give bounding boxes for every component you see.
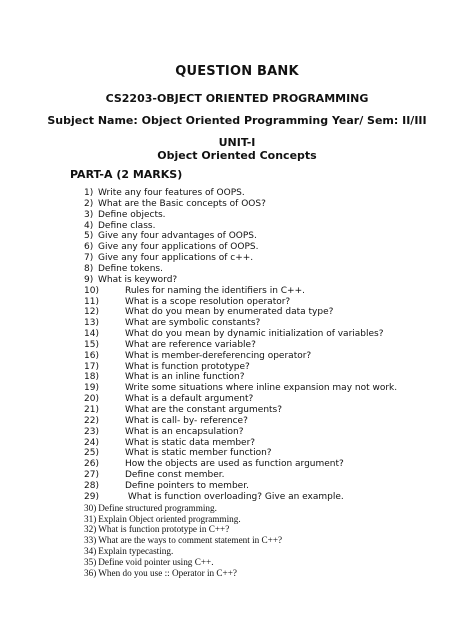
question-number: 26): [84, 459, 99, 469]
question-item: [84, 470, 225, 481]
question-text: Write any four features of OOPS.: [98, 188, 245, 198]
question-item: [84, 286, 305, 297]
question-text: How the objects are used as function argument?: [125, 459, 344, 469]
question-item: [84, 231, 257, 242]
question-number: 30): [84, 503, 97, 513]
question-text: Define tokens.: [98, 264, 163, 274]
question-number: 36): [84, 568, 97, 578]
question-number: 29): [84, 492, 99, 502]
question-text: Define class.: [98, 221, 156, 231]
question-item: [84, 372, 245, 383]
question-number: 23): [84, 427, 99, 437]
question-text: Define objects.: [98, 210, 166, 220]
question-text: Rules for naming the identifiers in C++.: [125, 286, 306, 296]
question-number: 31): [84, 514, 97, 524]
question-text: What is function prototype?: [125, 362, 250, 372]
question-item: [84, 557, 214, 568]
question-text: Write some situations where inline expansion may not work.: [125, 383, 398, 393]
question-number: 7): [84, 253, 94, 263]
question-text: What are the constant arguments?: [125, 405, 283, 415]
question-text: What do you mean by enumerated data type?: [125, 307, 334, 317]
question-text: What is member-dereferencing operator?: [125, 351, 312, 361]
question-item: [84, 351, 311, 362]
question-text: What are symbolic constants?: [125, 318, 261, 328]
question-number: 33): [84, 535, 97, 545]
question-number: 16): [84, 351, 99, 361]
question-text: What is call- by- reference?: [125, 416, 248, 426]
question-item: [84, 448, 272, 459]
question-text: What are the Basic concepts of OOS?: [98, 199, 266, 209]
question-number: 18): [84, 372, 99, 382]
question-number: 13): [84, 318, 99, 328]
question-item: [84, 340, 256, 351]
question-text: What is static data member?: [125, 438, 256, 448]
question-number: 21): [84, 405, 99, 415]
question-number: 19): [84, 383, 99, 393]
question-text: Define pointers to member.: [125, 481, 249, 491]
question-item: [84, 394, 253, 405]
question-number: 32): [84, 524, 97, 534]
question-number: 12): [84, 307, 99, 317]
question-text: Define const member.: [125, 470, 225, 480]
question-text: What is function prototype in C++?: [98, 524, 230, 534]
question-number: 25): [84, 448, 99, 458]
question-item: [84, 481, 249, 492]
question-text: What is keyword?: [98, 275, 178, 285]
question-item: [84, 253, 253, 264]
question-item: [84, 188, 245, 199]
question-number: 2): [84, 199, 94, 209]
question-item: [84, 383, 397, 394]
question-item: [84, 264, 163, 275]
question-item: [84, 459, 344, 470]
question-item: [84, 329, 384, 340]
question-item: [84, 242, 258, 253]
question-number: 17): [84, 362, 99, 372]
question-text: Explain Object oriented programming.: [98, 514, 241, 524]
question-item: [84, 307, 333, 318]
question-text: When do you use :: Operator in C++?: [98, 568, 237, 578]
question-number: 20): [84, 394, 99, 404]
question-text: Give any four applications of c++.: [98, 253, 254, 263]
part-heading: PART-A (2 MARKS): [70, 168, 183, 181]
question-number: 22): [84, 416, 99, 426]
question-number: 1): [84, 188, 94, 198]
question-number: 5): [84, 231, 94, 241]
question-number: 15): [84, 340, 99, 350]
question-number: 8): [84, 264, 94, 274]
question-item: [84, 318, 260, 329]
question-item: [84, 492, 344, 503]
question-number: 10): [84, 286, 99, 296]
question-text: What are reference variable?: [125, 340, 256, 350]
question-item: [84, 275, 177, 286]
question-number: 34): [84, 546, 97, 556]
question-text: Give any four advantages of OOPS.: [98, 231, 257, 241]
question-item: [84, 546, 173, 557]
question-item: [84, 524, 229, 535]
question-item: [84, 405, 282, 416]
question-number: 3): [84, 210, 94, 220]
question-number: 4): [84, 221, 94, 231]
question-item: [84, 503, 217, 514]
subject-line: Subject Name: Object Oriented Programming Year/ Sem: II/III: [47, 114, 427, 127]
question-item: [84, 416, 248, 427]
question-number: 6): [84, 242, 94, 252]
unit-heading: UNIT-I: [218, 136, 256, 149]
page-title: QUESTION BANK: [175, 64, 299, 79]
question-number: 24): [84, 438, 99, 448]
question-item: [84, 210, 166, 221]
question-text: Give any four applications of OOPS.: [98, 242, 259, 252]
question-number: 28): [84, 481, 99, 491]
question-item: [84, 535, 282, 546]
course-code-title: CS2203-OBJECT ORIENTED PROGRAMMING: [105, 92, 369, 105]
question-item: [84, 199, 266, 210]
question-number: 9): [84, 275, 94, 285]
question-item: [84, 568, 237, 579]
question-text: Define void pointer using C++.: [98, 557, 214, 567]
question-text: What is an inline function?: [125, 372, 245, 382]
question-text: Explain typecasting.: [98, 546, 174, 556]
question-text: What are the ways to comment statement in C++?: [98, 535, 283, 545]
question-number: 35): [84, 557, 97, 567]
question-text: What is a scope resolution operator?: [125, 297, 291, 307]
question-text: What is function overloading? Give an example.: [125, 492, 344, 502]
question-text: What do you mean by dynamic initialization of variables?: [125, 329, 384, 339]
question-item: [84, 427, 243, 438]
question-number: 14): [84, 329, 99, 339]
question-text: What is static member function?: [125, 448, 272, 458]
question-text: Define structured programming.: [98, 503, 217, 513]
question-text: What is a default argument?: [125, 394, 254, 404]
question-text: What is an encapsulation?: [125, 427, 244, 437]
unit-name: Object Oriented Concepts: [157, 149, 317, 162]
question-number: 11): [84, 297, 99, 307]
question-number: 27): [84, 470, 99, 480]
